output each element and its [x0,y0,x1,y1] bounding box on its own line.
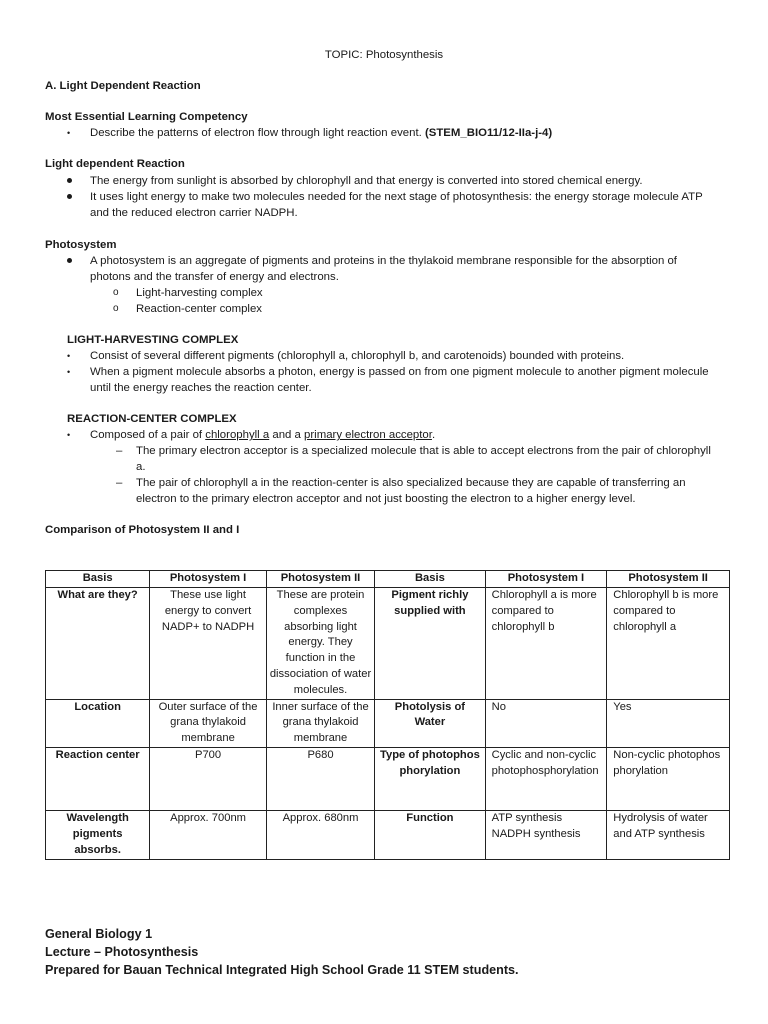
table-header-row [46,571,730,588]
table-row [46,747,730,810]
rcc-dash-1-line-2: a. [136,461,146,473]
basis-cell: Reaction center [46,747,150,810]
photosystem-2-cell: These are protein complexes absorbing light energy. They function in the dissociation of water molecules. [266,588,374,700]
rcc-bullet-text: Composed of a pair of [90,429,206,441]
bullet-icon [67,258,72,263]
photosystem-1-cell: No [485,699,607,747]
dash-bullet-icon: – [116,445,123,457]
comparison-heading: Comparison of Photosystem II and I [45,524,240,536]
photosystem-sub-2: Reaction-center complex [136,303,262,315]
lhc-heading: LIGHT-HARVESTING COMPLEX [67,334,239,346]
rcc-dash-2-line-2: electron to the primary electron acceptor and not just boosting the electron to a higher energy level. [136,493,636,505]
melc-heading: Most Essential Learning Competency [45,111,248,123]
rcc-heading: REACTION-CENTER COMPLEX [67,413,237,425]
photosystem-1-cell: Approx. 700nm [150,810,267,859]
column-header: Photosystem II [607,571,730,588]
photosystem-2-cell: Approx. 680nm [266,810,374,859]
footer-course: General Biology 1 [45,927,153,941]
melc-item-text: Describe the patterns of electron flow through light reaction event. [90,127,425,139]
photosystem-2-cell: Inner surface of the grana thylakoid membrane [266,699,374,747]
photosystem-2-cell: Hydrolysis of water and ATP synthesis [607,810,730,859]
rcc-bullet [90,427,435,443]
bullet-icon [67,178,72,183]
circle-bullet-icon: o [113,287,119,298]
comparison-table [45,570,730,860]
dash-bullet-icon: – [116,477,123,489]
photosystem-1-cell: ATP synthesis NADPH synthesis [485,810,607,859]
rcc-dash-2-line-1: The pair of chlorophyll a in the reaction-center is also specialized because they are capable of transferring an [136,477,686,489]
photosystem-1-cell: Cyclic and non-cyclic photophosphorylation [485,747,607,810]
bullet-icon: • [67,367,71,377]
section-a-heading: A. Light Dependent Reaction [45,80,201,92]
photosystem-heading: Photosystem [45,239,117,251]
basis-cell: Pigment richly supplied with [375,588,485,700]
lhc-bullet-1: Consist of several different pigments (chlorophyll a, chlorophyll b, and carotenoids) bounded with proteins. [90,350,625,362]
photosystem-sub-1: Light-harvesting complex [136,287,263,299]
ldr-bullet-2-line-2: and the reduced electron carrier NADPH. [90,207,298,219]
photosystem-2-cell: Chlorophyll b is more compared to chlorophyll a [607,588,730,700]
photosystem-2-cell: Non-cyclic photophosphorylation [607,747,730,810]
melc-item [90,125,552,141]
basis-cell: Type of photophosphorylation [375,747,485,810]
basis-cell: What are they? [46,588,150,700]
rcc-bullet-text: . [431,429,436,441]
melc-item-code: (STEM_BIO11/12-IIa-j-4) [424,127,553,139]
footer-lecture: Lecture – Photosynthesis [45,945,199,959]
bullet-icon [67,194,72,199]
column-header: Photosystem II [266,571,374,588]
photosystem-bullet-line-1: A photosystem is an aggregate of pigments and proteins in the thylakoid membrane responsible for the absorption of [90,255,677,267]
ldr-heading: Light dependent Reaction [45,158,185,170]
rcc-bullet-text: and a [269,429,305,441]
basis-cell: Function [375,810,485,859]
basis-cell: Location [46,699,150,747]
column-header: Basis [46,571,150,588]
bullet-icon: • [67,351,71,361]
table-row [46,588,730,700]
rcc-dash-1-line-1: The primary electron acceptor is a specialized molecule that is able to accept electrons from the pair of chlorophyll [136,445,711,457]
circle-bullet-icon: o [113,303,119,314]
column-header: Photosystem I [150,571,267,588]
photosystem-1-cell: P700 [150,747,267,810]
bullet-icon: • [67,430,71,440]
table-row [46,810,730,859]
photosystem-2-cell: P680 [266,747,374,810]
ldr-bullet-1: The energy from sunlight is absorbed by chlorophyll and that energy is converted into stored chemical energy. [90,175,643,187]
photosystem-1-cell: Outer surface of the grana thylakoid membrane [150,699,267,747]
ldr-bullet-2-line-1: It uses light energy to make two molecules needed for the next stage of photosynthesis: the energy storage molecule ATP [90,191,703,203]
table-row [46,699,730,747]
column-header: Photosystem I [485,571,607,588]
topic-title: TOPIC: Photosynthesis [324,49,444,61]
photosystem-bullet-line-2: photons and the transfer of energy and electrons. [90,271,339,283]
photosystem-1-cell: Chlorophyll a is more compared to chlorophyll b [485,588,607,700]
photosystem-1-cell: These use light energy to convert NADP+ to NADPH [150,588,267,700]
lhc-bullet-2-line-2: until the energy reaches the reaction center. [90,382,312,394]
lhc-bullet-2-line-1: When a pigment molecule absorbs a photon, energy is passed on from one pigment molecule to another pigment molecule [90,366,709,378]
chlorophyll-a-term: chlorophyll a [205,429,270,441]
photosystem-2-cell: Yes [607,699,730,747]
basis-cell: Wavelength pigments absorbs. [46,810,150,859]
primary-electron-acceptor-term: primary electron acceptor [304,429,432,441]
bullet-icon: • [67,128,71,138]
column-header: Basis [375,571,485,588]
basis-cell: Photolysis of Water [375,699,485,747]
footer-prepared-for: Prepared for Bauan Technical Integrated High School Grade 11 STEM students. [45,963,519,977]
